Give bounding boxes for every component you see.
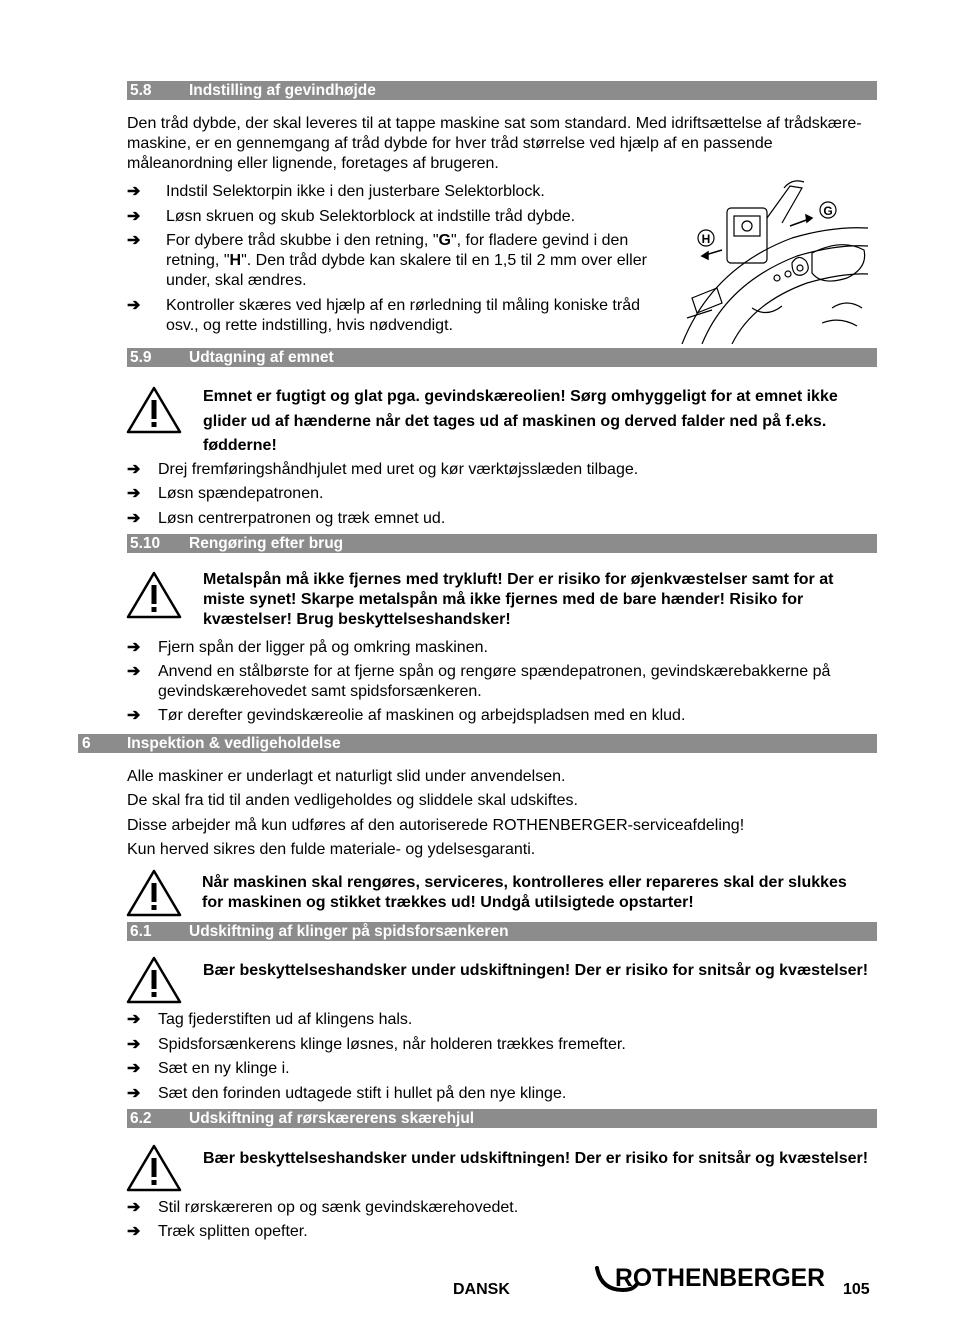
section-number: 6 [82,735,91,752]
arrow-icon: ➔ [127,1011,141,1028]
arrow-icon: ➔ [127,663,141,680]
section-number: 5.10 [130,535,161,552]
list-item-text: Løsn spændepatronen. [158,485,324,502]
text-line: Alle maskiner er underlagt et naturligt slid under anvendelsen. [127,768,566,785]
arrow-icon: ➔ [127,1199,141,1216]
brand-name: ROTHENBERGER [615,1264,825,1292]
footer-language: DANSK [453,1281,510,1298]
text-line: Disse arbejder må kun udføres af den autoriserede ROTHENBERGER-serviceafdeling! [127,817,745,834]
list-item-text: Træk splitten opefter. [158,1223,308,1240]
section-title: Udskiftning af rørskærerens skærehjul [189,1110,475,1127]
section-number: 5.8 [130,82,152,99]
arrow-icon: ➔ [127,485,141,502]
list-item-text: Sæt en ny klinge i. [158,1060,290,1077]
arrow-icon: ➔ [127,297,141,314]
section-header-6-1 [127,922,877,941]
arrow-icon: ➔ [127,639,141,656]
list-item-text: Fjern spån der ligger på og omkring maskinen. [158,639,488,656]
warning-triangle-icon [125,570,183,620]
warning-text: Bær beskyttelseshandsker under udskiftningen! Der er risiko for snitsår og kvæstelser! [203,962,869,979]
section-header-6-2 [127,1109,877,1128]
arrow-icon: ➔ [127,183,141,200]
arrow-icon: ➔ [127,1223,141,1240]
list-item-text: Sæt den forinden udtagede stift i hullet på den nye klinge. [158,1085,567,1102]
arrow-icon: ➔ [127,1036,141,1053]
arrow-icon: ➔ [127,510,141,527]
list-item-text: Drej fremføringshåndhjulet med uret og kør værktøjsslæden tilbage. [158,461,639,478]
arrow-icon: ➔ [127,707,141,724]
section-title: Udskiftning af klinger på spidsforsænkeren [189,923,509,940]
section-header-5-10 [127,534,877,553]
section-header-5-8 [127,81,877,100]
warning-text: Bær beskyttelseshandsker under udskiftningen! Der er risiko for snitsår og kvæstelser! [203,1150,869,1167]
arrow-icon: ➔ [127,232,141,249]
list-item-text: Anvend en stålbørste for at fjerne spån og rengøre spændepatronen, gevindskærebakkerne på gevindskærehovedet samt spidsforsænkeren. [158,663,831,700]
arrow-icon: ➔ [127,1060,141,1077]
section-header-5-9 [127,348,877,367]
warning-text: Metalspån må ikke fjernes med trykluft! Der er risiko for øjenkvæstelser samt for at miste synet! Skarpe metalspån må ikke fjernes med de bare hænder! Risiko for kvæstelser! Brug beskyttelseshandsker! [203,571,834,628]
warning-triangle-icon [125,868,183,918]
arrow-icon: ➔ [127,208,141,225]
warning-triangle-icon [125,955,183,1005]
warning-text: Emnet er fugtigt og glat pga. gevindskæreolien! Sørg omhyggeligt for at emnet ikke glider ud af hænderne når det tages ud af maskinen og derved falder ned på f.eks. fødderne! [203,388,838,454]
rothenberger-logo [593,1262,829,1296]
text-line: De skal fra tid til anden vedligeholdes og sliddele skal udskiftes. [127,792,578,809]
arrow-icon: ➔ [127,1085,141,1102]
section-number: 6.2 [130,1110,152,1127]
list-item-text: Indstil Selektorpin ikke i den justerbare Selektorblock. [166,183,545,200]
section-number: 5.9 [130,349,152,366]
label-g: G [823,204,833,218]
section-title: Inspektion & vedligeholdelse [127,735,341,752]
arrow-icon: ➔ [127,461,141,478]
list-item-text: Tør derefter gevindskæreolie af maskinen og arbejdspladsen med en klud. [158,707,686,724]
section-title: Rengøring efter brug [189,535,344,552]
list-item-text: Spidsforsænkerens klinge løsnes, når holderen trækkes fremefter. [158,1036,626,1053]
list-item-text: Tag fjederstiften ud af klingens hals. [158,1011,413,1028]
selector-block-illustration [672,178,868,344]
warning-triangle-icon [125,385,183,435]
intro-paragraph: Den tråd dybde, der skal leveres til at tappe maskine sat som standard. Med idriftsættelse af trådskære-maskine, er en gennemgang af tråd dybde for hver tråd størrelse ved hjælp af en passende måleanordning eller lignende, foretages af brugeren. [127,115,862,172]
page-number: 105 [843,1281,870,1298]
warning-text: Når maskinen skal rengøres, serviceres, kontrolleres eller repareres skal der slukkes for maskinen og stikket trækkes ud! Undgå utilsigtede opstarter! [202,874,847,911]
warning-triangle-icon [125,1143,183,1193]
text-line: Kun herved sikres den fulde materiale- og ydelsesgaranti. [127,841,536,858]
list-item-text: Kontroller skæres ved hjælp af en rørledning til måling koniske tråd osv., og rette indstilling, hvis nødvendigt. [166,297,640,334]
section-number: 6.1 [130,923,152,940]
label-h: H [701,232,711,246]
section-title: Udtagning af emnet [189,349,334,366]
list-item-text: Stil rørskæreren op og sænk gevindskærehovedet. [158,1199,519,1216]
list-item-text: For dybere tråd skubbe i den retning, "G", for fladere gevind i den retning, "H". Den tråd dybde kan skalere til en 1,5 til 2 mm over eller under, skal ændres. [166,232,647,289]
section-title: Indstilling af gevindhøjde [189,82,376,99]
list-item-text: Løsn centrerpatronen og træk emnet ud. [158,510,446,527]
list-item-text: Løsn skruen og skub Selektorblock at indstille tråd dybde. [166,208,576,225]
section-header-6 [78,734,877,753]
